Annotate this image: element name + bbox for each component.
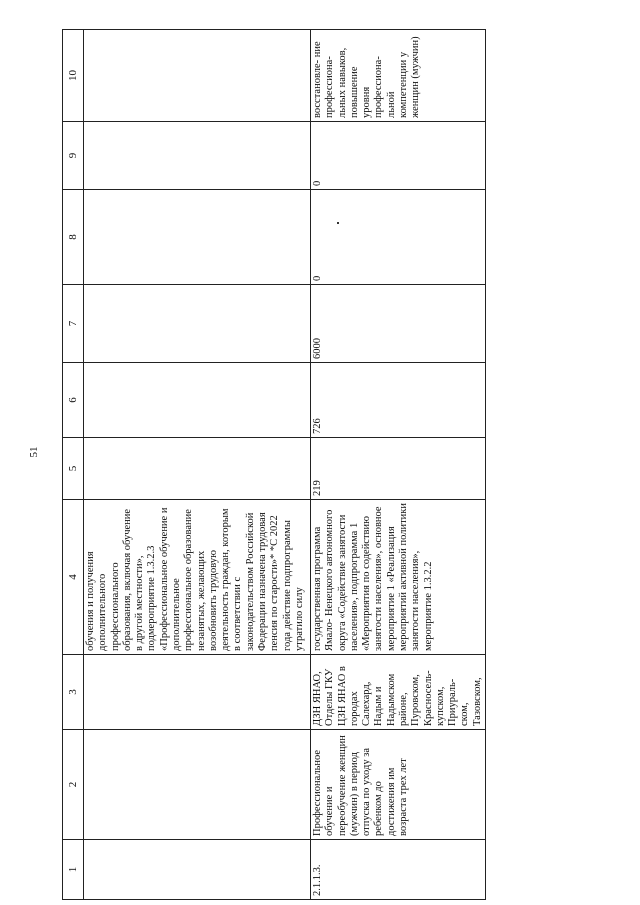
column-number-row — [63, 30, 84, 900]
table-row — [311, 30, 486, 900]
value-col8: 0 — [311, 190, 486, 285]
table-cell — [84, 190, 311, 285]
column-number: 2 — [63, 730, 84, 840]
column-number: 4 — [63, 500, 84, 655]
value-col5: 219 — [311, 438, 486, 500]
executor: ДЗН ЯНАО, Отделы ГКУ ЦЗН ЯНАО в городах Салехард, Надым и Надымском районе, Пуровском, Красносель- купском, Приураль- ском, Тазовском, — [311, 655, 486, 730]
column-number: 10 — [63, 30, 84, 122]
expected-result: восстановле- ние профессиона- льных навыков, повышение уровня профессиона- льной компетенции у женщин (мужчин) — [311, 30, 486, 122]
value-col6: 726 — [311, 363, 486, 438]
table-cell — [84, 840, 311, 900]
row-number: 2.1.1.3. — [311, 840, 486, 900]
column-number: 5 — [63, 438, 84, 500]
subprogram-text-cell: обучения и получения дополнительного профессионального образования, включая обучение в другой местности», подмероприятие 1.3.2.3 «Профессиональное обучение и дополнительное профессиональное образование незанятых, желающих возобновить трудовую деятельность граждан, которым в соответствии с законодательством Российской Федерации назначена трудовая пенсия по старости»* *С 2022 года действие подпрограммы утратило силу — [84, 500, 311, 655]
column-number: 9 — [63, 122, 84, 190]
table-cell — [84, 655, 311, 730]
page-number: 51 — [28, 446, 40, 458]
value-col7: 6000 — [311, 285, 486, 363]
column-number: 6 — [63, 363, 84, 438]
program-reference: государственная программа Ямало- Ненецкого автономного округа «Содействие занятости населения», подпрограмма 1 «Мероприятия по содействию занятости населения», основное мероприятие 1 «Реализация мероприятий активной политики занятости населения», мероприятие 1.3.2.2 — [311, 500, 486, 655]
table-cell — [84, 285, 311, 363]
column-number: 1 — [63, 840, 84, 900]
value-col9: 0 — [311, 122, 486, 190]
column-number: 7 — [63, 285, 84, 363]
table-cell — [84, 438, 311, 500]
measure-name: Профессиональное обучение и переобучение женщин (мужчин) в период отпуска по уходу за ребенком до достижения им возраста трех лет — [311, 730, 486, 840]
table-cell — [84, 30, 311, 122]
column-number: 3 — [63, 655, 84, 730]
measures-table — [62, 29, 486, 900]
table-cell — [84, 730, 311, 840]
continuation-row — [84, 30, 311, 900]
scan-speck — [337, 222, 339, 224]
rotated-table-wrapper — [62, 30, 483, 900]
table-cell — [84, 363, 311, 438]
column-number: 8 — [63, 190, 84, 285]
table-cell — [84, 122, 311, 190]
